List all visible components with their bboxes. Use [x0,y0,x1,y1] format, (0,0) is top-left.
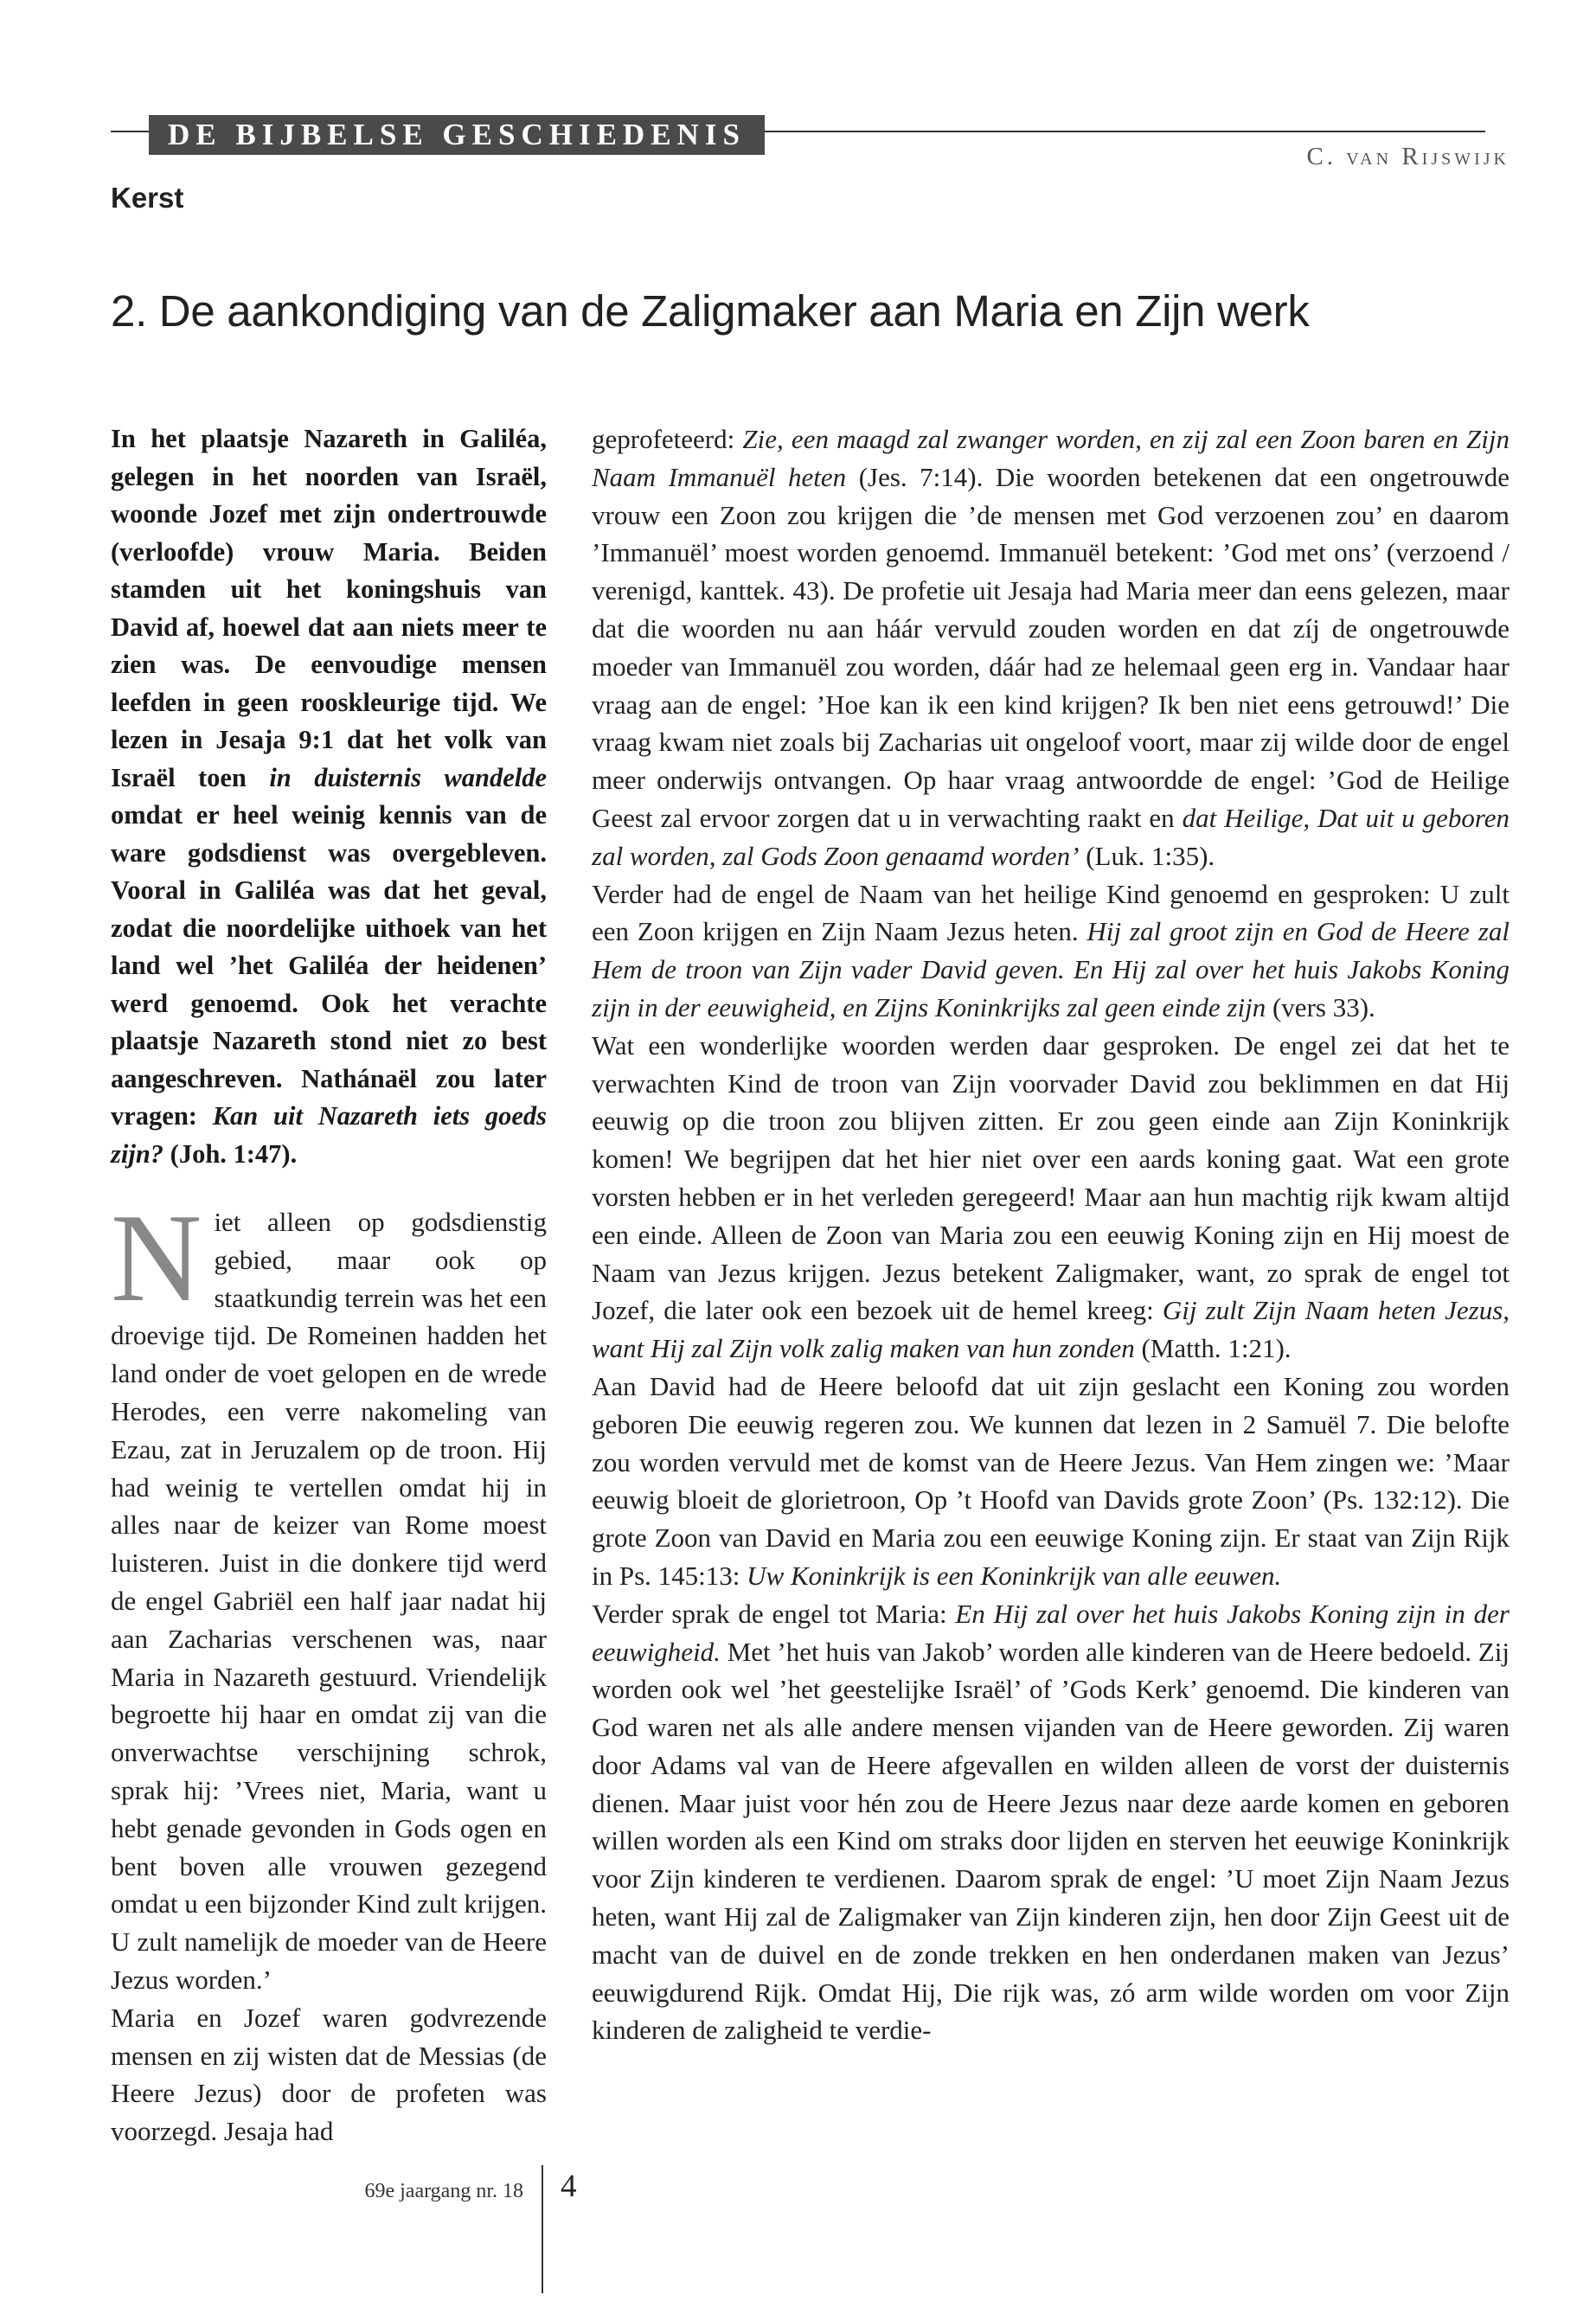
intro-paragraph: In het plaatsje Nazareth in Galiléa, gelegen in het noorden van Israël, woonde Jozef met zijn ondertrouwde (verloofde) vrouw Maria. Beiden stamden uit het koningshuis van David af, hoewel dat aan niets meer te zien was. De eenvoudige mensen leefden in geen rooskleurige tijd. We lezen in Jesaja 9:1 dat het volk van Israël toen in duisternis wandelde omdat er heel weinig kennis van de ware godsdienst was overgebleven. Vooral in Galiléa was dat het geval, zodat die noordelijke uithoek van het land wel ’het Galiléa der heidenen’ werd genoemd. Ook het verachte plaatsje Nazareth stond niet zo best aangeschreven. Nathánaël zou later vragen: Kan uit Nazareth iets goeds zijn? (Joh. 1:47). [111,424,547,1169]
right-column [592,420,1509,2049]
issue-label: 69e jaargang nr. 18 [364,2180,523,2202]
page-number: 4 [561,2169,577,2204]
section-banner: DE BIJBELSE GESCHIEDENIS [149,115,765,155]
left-column [111,420,547,2150]
article-title: 2. De aankondiging van de Zaligmaker aan Maria en Zijn werk [111,286,1310,336]
body-paragraph: Niet alleen op godsdienstig gebied, maar ook op staatkundig terrein was het een droevige tijd. De Romeinen hadden het land onder de voet gelopen en de wrede Herodes, een verre nakomeling van Ezau, zat in Jeruzalem op de troon. Hij had weinig te vertellen omdat hij in alles naar de keizer van Rome moest luisteren. Juist in die donkere tijd werd de engel Gabriël een half jaar nadat hij aan Zacharias verschenen was, naar Maria in Nazareth gestuurd. Vriendelijk begroette hij haar en omdat zij van die onverwachtse verschijning schrok, sprak hij: ’Vrees niet, Maria, want u hebt genade gevonden in Gods ogen en bent boven alle vrouwen gezegend omdat u een bijzonder Kind zult krijgen. U zult namelijk de moeder van de Heere Jezus worden.’ [111,1188,547,1995]
left-body [111,1188,547,2150]
body-paragraph: Maria en Jozef waren godvrezende mensen en zij wisten dat de Messias (de Heere Jezus) door de profeten was voorzegd. Jesaja had [111,2002,547,2147]
body-paragraph: geprofeteerd: Zie, een maagd zal zwanger worden, en zij zal een Zoon baren en Zijn Naam Immanuël heten (Jes. 7:14). Die woorden betekenen dat een ongetrouwde vrouw een Zoon zou krijgen die ’de mensen met God verzoenen zou’ en daarom ’Immanuël’ moest worden genoemd. Immanuël betekent: ’God met ons’ (verzoend / verenigd, kanttek. 43). De profetie uit Jesaja had Maria meer dan eens gelezen, maar dat die woorden nu aan háár vervuld zouden worden en dat zíj de ongetrouwde moeder van Immanuël zou worden, dáár had ze helemaal geen erg in. Vandaar haar vraag aan de engel: ’Hoe kan ik een kind krijgen? Ik ben niet eens getrouwd!’ Die vraag kwam niet zoals bij Zacharias uit ongeloof voort, maar zij wilde door de engel meer onderwijs ontvangen. Op haar vraag antwoordde de engel: ’God de Heilige Geest zal ervoor zorgen dat u in verwachting raakt en dat Heilige, Dat uit u geboren zal worden, zal Gods Zoon genaamd worden’ (Luk. 1:35). [592,424,1510,871]
body-paragraph: Aan David had de Heere beloofd dat uit zijn geslacht een Koning zou worden geboren Die eeuwig regeren zou. We kunnen dat lezen in 2 Samuël 7. Die belofte zou worden vervuld met de komst van de Heere Jezus. Van Hem zingen we: ’Maar eeuwig bloeit de glorietroon, Op ’t Hoofd van Davids grote Zoon’ (Ps. 132:12). Die grote Zoon van David en Maria zou een eeuwige Koning zijn. Er staat van Zijn Rijk in Ps. 145:13: Uw Koninkrijk is een Koninkrijk van alle eeuwen. [592,1370,1509,1591]
author-name: C. van Rijswijk [1306,143,1509,170]
body-paragraph: Verder sprak de engel tot Maria: En Hij zal over het huis Jakobs Koning zijn in der eeuwigheid. Met ’het huis van Jakob’ worden alle kinderen van de Heere bedoeld. Zij worden ook wel ’het geestelijke Israël’ of ’Gods Kerk’ genoemd. Die kinderen van God waren net als alle andere mensen vijanden van de Heere geworden. Zij waren door Adams val van de Heere afgevallen en wilden alleen de vorst der duisternis dienen. Maar juist voor hén zou de Heere Jezus naar deze aarde komen en geboren willen worden als een Kind om straks door lijden en sterven het eeuwige Koninkrijk voor Zijn kinderen te verdienen. Daarom sprak de engel: ’U moet Zijn Naam Jezus heten, want Hij zal de Zaligmaker van Zijn kinderen zijn, hen door Zijn Geest uit de macht van de duivel en de zonde trekken en hen onderdanen maken van Jezus’ eeuwigdurend Rijk. Omdat Hij, Die rijk was, zó arm wilde worden om voor Zijn kinderen de zaligheid te verdie- [592,1598,1509,2046]
body-paragraph: Verder had de engel de Naam van het heilige Kind genoemd en gesproken: U zult een Zoon krijgen en Zijn Naam Jezus heten. Hij zal groot zijn en God de Heere zal Hem de troon van Zijn vader David geven. En Hij zal over het huis Jakobs Koning zijn in der eeuwigheid, en Zijns Koninkrijks zal geen einde zijn (vers 33). [592,878,1509,1022]
footer-divider [542,2165,543,2293]
body-paragraph: Wat een wonderlijke woorden werden daar gesproken. De engel zei dat het te verwachten Kind de troon van Zijn voorvader David zou beklimmen en dat Hij eeuwig op die troon zou blijven zitten. Er zou geen einde aan Zijn Koninkrijk komen! We begrijpen dat het hier niet over een aards koning gaat. Wat een grote vorsten hebben er in het verleden geregeerd! Maar aan hun machtig rijk kwam altijd een einde. Alleen de Zoon van Maria zou een eeuwig Koning zijn en Hij moest de Naam van Jezus krijgen. Jezus betekent Zaligmaker, want, zo sprak de engel tot Jozef, die later ook een bezoek uit de hemel kreeg: Gij zult Zijn Naam heten Jezus, want Hij zal Zijn volk zalig maken van hun zonden (Matth. 1:21). [592,1029,1510,1364]
drop-cap: N [111,1188,202,1328]
section-label: Kerst [111,182,184,214]
